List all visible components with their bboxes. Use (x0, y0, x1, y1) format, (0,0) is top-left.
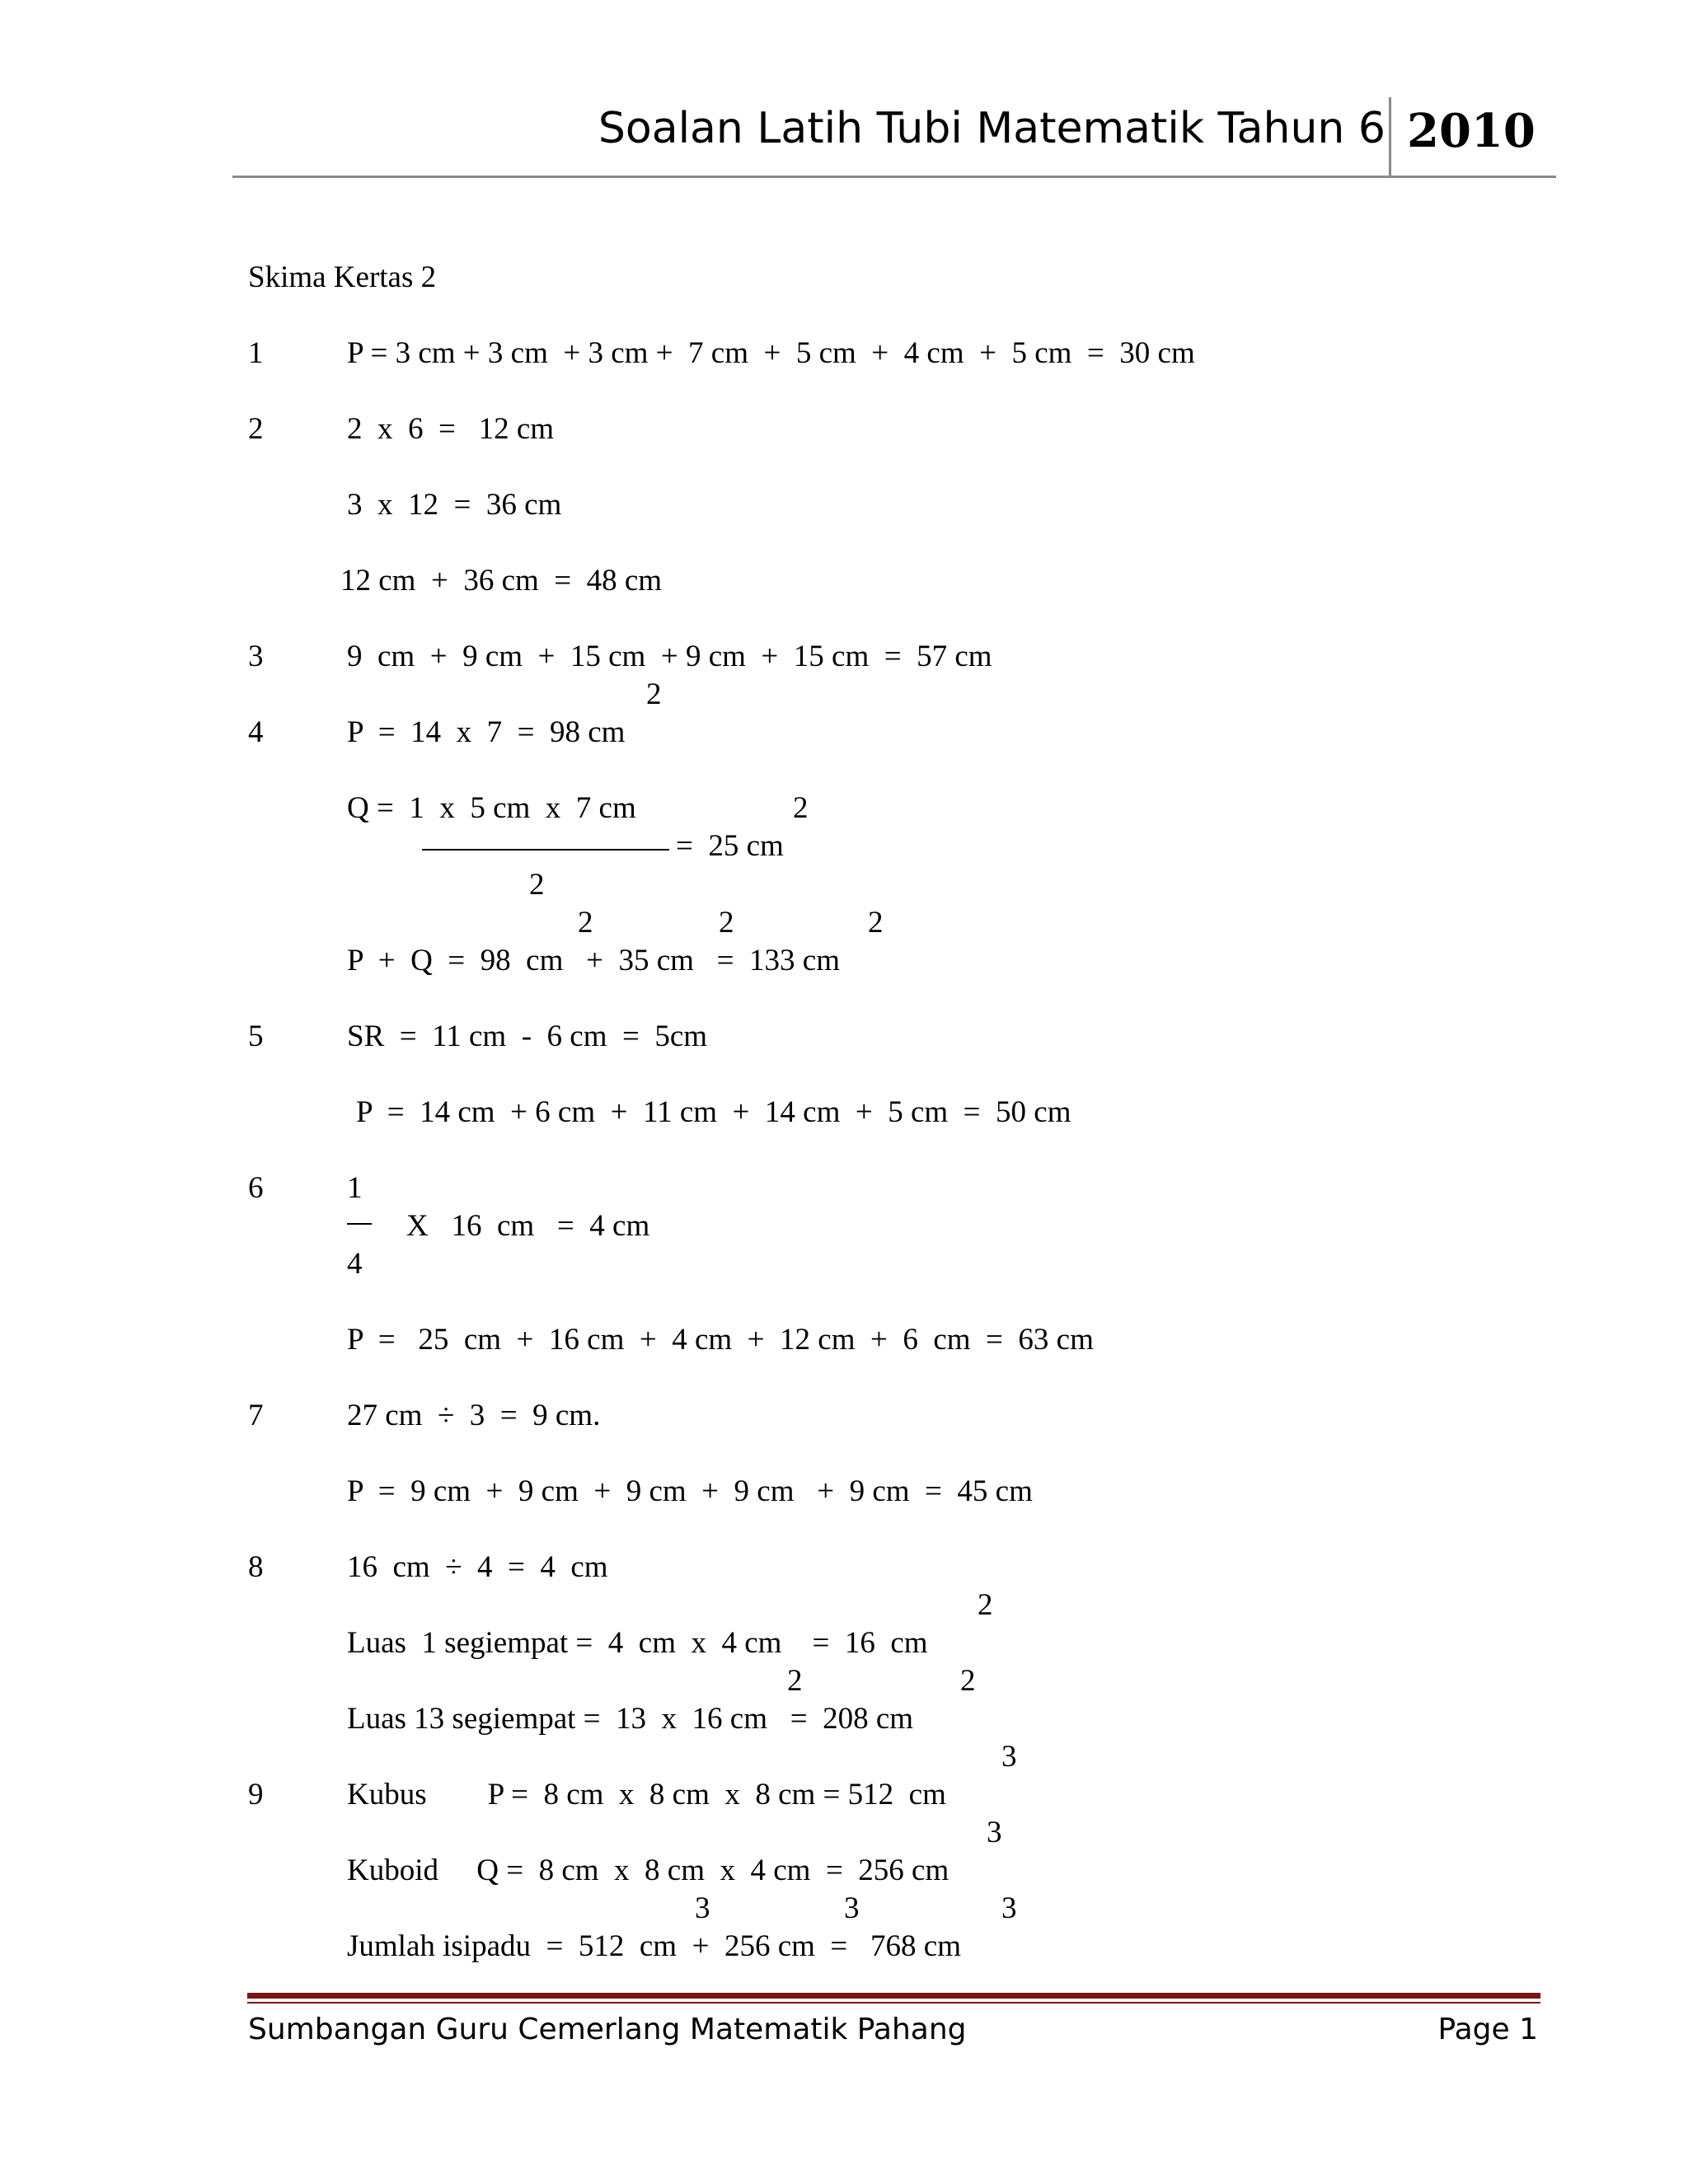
superscript: 2 (578, 906, 593, 940)
footer-credit: Sumbangan Guru Cemerlang Matematik Pahang (248, 2013, 967, 2046)
section-title: Skima Kertas 2 (248, 260, 437, 294)
fraction-denominator: 2 (529, 868, 545, 902)
footer-rule-thin (247, 2002, 1540, 2004)
superscript: 2 (646, 677, 662, 711)
superscript: 3 (844, 1891, 860, 1925)
answer-line: 12 cm + 36 cm = 48 cm (340, 564, 663, 598)
answer-line: P = 14 x 7 = 98 cm (347, 715, 626, 749)
question-number: 5 (248, 1019, 264, 1053)
answer-line: Kubus P = 8 cm x 8 cm x 8 cm = 512 cm (347, 1778, 946, 1811)
question-number: 2 (248, 412, 264, 446)
answer-line: P = 9 cm + 9 cm + 9 cm + 9 cm + 9 cm = 45 cm (347, 1474, 1033, 1508)
fraction-numerator: 1 (347, 1171, 363, 1205)
superscript: 2 (868, 906, 884, 940)
superscript: 3 (695, 1891, 710, 1925)
question-number: 1 (248, 336, 264, 370)
question-number: 7 (248, 1399, 264, 1432)
question-number: 4 (248, 715, 264, 749)
answer-line: 16 cm ÷ 4 = 4 cm (347, 1550, 608, 1584)
superscript: 3 (1001, 1891, 1017, 1925)
superscript: 3 (987, 1816, 1002, 1849)
question-number: 6 (248, 1171, 264, 1205)
answer-line: P = 25 cm + 16 cm + 4 cm + 12 cm + 6 cm = 63 cm (347, 1323, 1094, 1357)
question-number: 9 (248, 1778, 264, 1811)
answer-line: P + Q = 98 cm + 35 cm = 133 cm (347, 944, 840, 977)
answer-line: 3 x 12 = 36 cm (347, 488, 562, 522)
answer-line: 27 cm ÷ 3 = 9 cm. (347, 1399, 601, 1432)
fraction-numerator: Q = 1 x 5 cm x 7 cm (347, 791, 636, 825)
answer-line: X 16 cm = 4 cm (406, 1209, 650, 1243)
superscript: 2 (787, 1664, 803, 1698)
superscript: 2 (960, 1664, 976, 1698)
header-year: 2010 (1407, 104, 1536, 158)
answer-line: 2 x 6 = 12 cm (347, 412, 555, 446)
fraction-bar (347, 1223, 372, 1225)
page-number: Page 1 (1437, 2013, 1538, 2046)
question-number: 3 (248, 640, 264, 673)
answer-line: Luas 13 segiempat = 13 x 16 cm = 208 cm (347, 1702, 914, 1736)
answer-line: 9 cm + 9 cm + 15 cm + 9 cm + 15 cm = 57 cm (347, 640, 992, 673)
superscript: 2 (978, 1588, 993, 1622)
superscript: 2 (793, 791, 809, 825)
fraction-result: = 25 cm (676, 829, 784, 863)
footer-rule (247, 1993, 1540, 1999)
answer-line: P = 3 cm + 3 cm + 3 cm + 7 cm + 5 cm + 4 cm + 5 cm = 30 cm (347, 336, 1195, 370)
answer-line: Jumlah isipadu = 512 cm + 256 cm = 768 cm (347, 1929, 961, 1963)
answer-line: SR = 11 cm - 6 cm = 5cm (347, 1019, 708, 1053)
question-number: 8 (248, 1550, 264, 1584)
fraction-bar (422, 849, 669, 851)
answer-line: P = 14 cm + 6 cm + 11 cm + 14 cm + 5 cm = 50 cm (356, 1095, 1071, 1129)
superscript: 2 (719, 906, 734, 940)
answer-line: Kuboid Q = 8 cm x 8 cm x 4 cm = 256 cm (347, 1854, 950, 1887)
header-rule (232, 176, 1556, 178)
superscript: 3 (1001, 1740, 1017, 1774)
header-title: Soalan Latih Tubi Matematik Tahun 6 (598, 104, 1386, 153)
header-divider (1389, 97, 1391, 178)
answer-line: Luas 1 segiempat = 4 cm x 4 cm = 16 cm (347, 1626, 928, 1660)
fraction-denominator: 4 (347, 1247, 363, 1281)
